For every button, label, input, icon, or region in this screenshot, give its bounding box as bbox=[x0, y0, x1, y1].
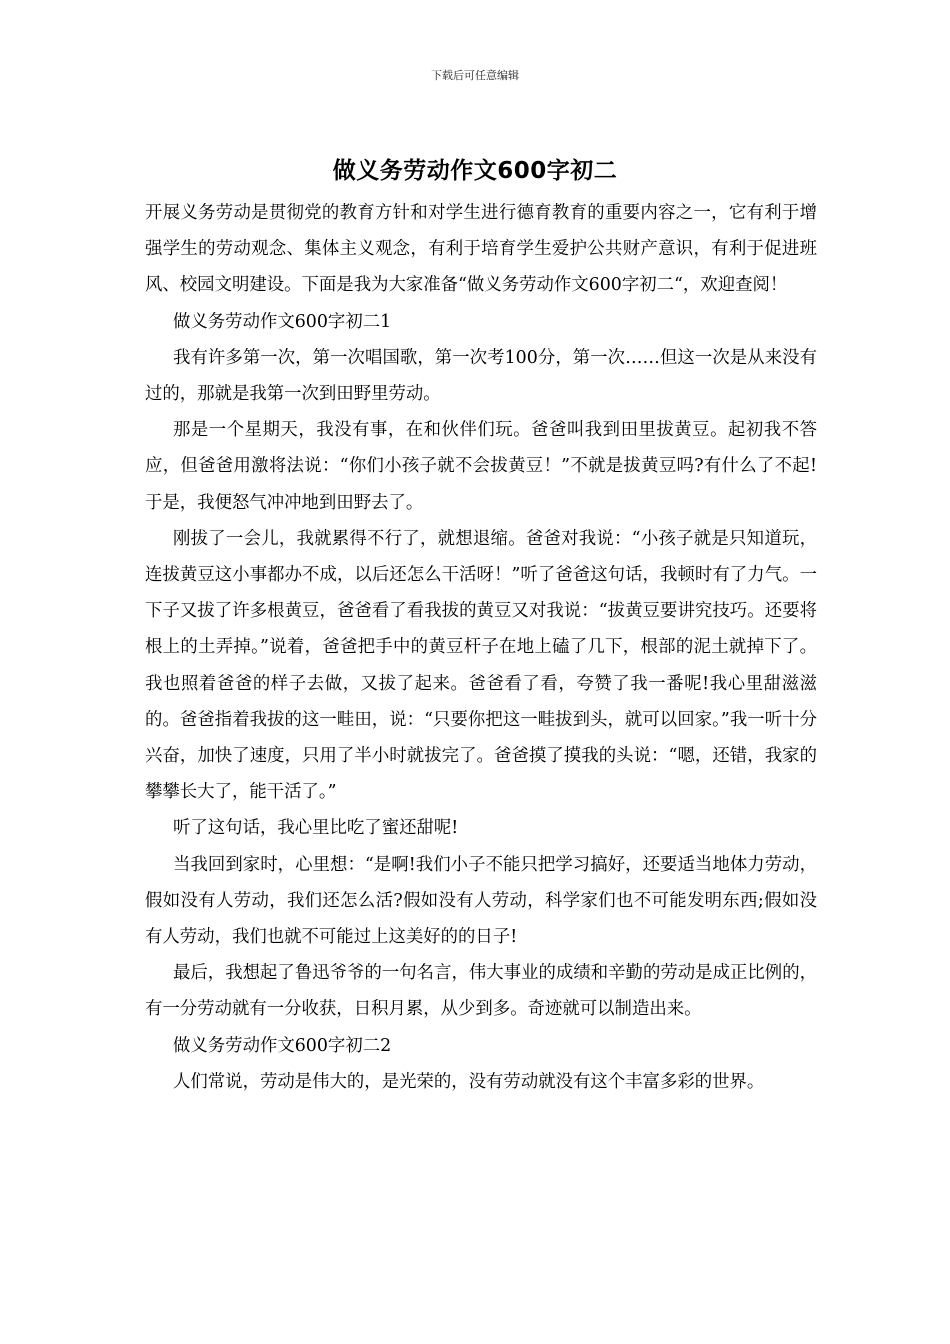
body-paragraph: 刚拔了一会儿，我就累得不行了，就想退缩。爸爸对我说：“小孩子就是只知道玩，连拔黄豆这小事都办不成，以后还怎么干活呀！”听了爸爸这句话，我顿时有了力气。一下子又拔了许多根黄豆，爸爸看了看我拔的黄豆又对我说：“拔黄豆要讲究技巧。还要将根上的土弄掉。”说着，爸爸把手中的黄豆杆子在地上磕了几下，根部的泥土就掉下了。我也照着爸爸的样子去做，又拔了起来。爸爸看了看，夸赞了我一番呢!我心里甜滋滋的。爸爸指着我拔的这一畦田，说：“只要你把这一畦拔到头，就可以回家。”我一听十分兴奋，加快了速度，只用了半小时就拔完了。爸爸摸了摸我的头说：“嗯，还错，我家的攀攀长大了，能干活了。” bbox=[145, 528, 817, 803]
body-paragraph: 最后，我想起了鲁迅爷爷的一句名言，伟大事业的成绩和辛勤的劳动是成正比例的，有一分劳动就有一分收获，日积月累，从少到多。奇迹就可以制造出来。 bbox=[145, 963, 817, 1020]
body-paragraph: 听了这句话，我心里比吃了蜜还甜呢! bbox=[173, 818, 459, 839]
body-paragraph: 那是一个星期天，我没有事，在和伙伴们玩。爸爸叫我到田里拔黄豆。起初我不答应，但爸爸用激将法说：“你们小孩子就不会拔黄豆！”不就是拔黄豆吗?有什么了不起!于是，我便怒气冲冲地到田野去了。 bbox=[145, 420, 817, 513]
document-body bbox=[145, 195, 817, 1100]
body-paragraph: 人们常说，劳动是伟大的，是光荣的，没有劳动就没有这个丰富多彩的世界。 bbox=[173, 1071, 765, 1092]
body-paragraph: 当我回到家时，心里想：“是啊!我们小子不能只把学习搞好，还要适当地体力劳动，假如没有人劳动，我们还怎么活?假如没有人劳动，科学家们也不可能发明东西;假如没有人劳动，我们也就不可能过上这美好的的日子! bbox=[145, 854, 817, 948]
body-paragraph: 我有许多第一次，第一次唱国歌，第一次考100分，第一次……但这一次是从来没有过的，那就是我第一次到田野里劳动。 bbox=[145, 347, 817, 405]
intro-paragraph: 开展义务劳动是贯彻党的教育方针和对学生进行德育教育的重要内容之一，它有利于增强学生的劳动观念、集体主义观念，有利于培育学生爱护公共财产意识，有利于促进班风、校园文明建设。下面是我为大家准备“做义务劳动作文600字初二“，欢迎查阅！ bbox=[145, 203, 817, 296]
page-header-note: 下载后可任意编辑 bbox=[431, 69, 519, 82]
document-title: 做义务劳动作文600字初二 bbox=[332, 158, 618, 184]
section-heading-1: 做义务劳动作文600字初二1 bbox=[173, 311, 392, 332]
section-heading-2: 做义务劳动作文600字初二2 bbox=[173, 1035, 392, 1056]
